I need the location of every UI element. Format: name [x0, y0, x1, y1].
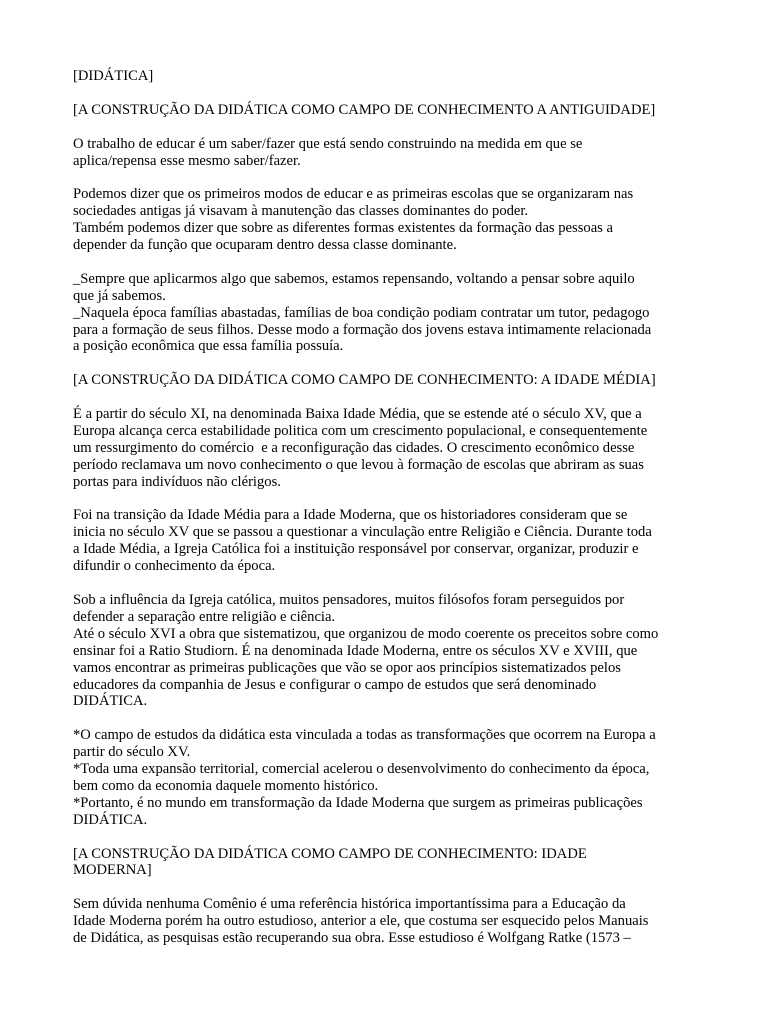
text-line: bem como da economia daquele momento histórico.: [73, 777, 379, 794]
text-line: de Didática, as pesquisas estão recuperando sua obra. Esse estudioso é Wolfgang Ratke (1573 –: [73, 930, 631, 947]
paragraph: [73, 896, 703, 947]
paragraph: [73, 406, 703, 491]
document-page: [73, 68, 703, 964]
paragraph: [73, 102, 703, 119]
text-line: inicia no século XV que se passou a questionar a vinculação entre Religião e Ciência. Durante toda: [73, 524, 652, 541]
text-line: É a partir do século XI, na denominada Baixa Idade Média, que se estende até o século XV, que a: [73, 406, 642, 423]
text-line: sociedades antigas já visavam à manutenção das classes dominantes do poder.: [73, 203, 529, 220]
text-line: O trabalho de educar é um saber/fazer que está sendo construindo na medida em que se: [73, 135, 583, 152]
text-line: _Naquela época famílias abastadas, famílias de boa condição podiam contratar um tutor, pedagogo: [73, 304, 650, 321]
paragraph: [73, 727, 703, 828]
text-line: partir do século XV.: [73, 744, 191, 761]
text-line: defender a separação entre religião e ciência.: [73, 608, 336, 625]
paragraph: [73, 592, 703, 710]
text-line: Sob a influência da Igreja católica, muitos pensadores, muitos filósofos foram perseguidos por: [73, 591, 625, 608]
text-line: educadores da companhia de Jesus e configurar o campo de estudos que será denominado: [73, 676, 597, 693]
text-line: [A CONSTRUÇÃO DA DIDÁTICA COMO CAMPO DE CONHECIMENTO A ANTIGUIDADE]: [73, 101, 656, 118]
text-line: DIDÁTICA.: [73, 693, 148, 710]
text-line: _Sempre que aplicarmos algo que sabemos, estamos repensando, voltando a pensar sobre aquilo: [73, 270, 635, 287]
text-line: [DIDÁTICA]: [73, 68, 154, 84]
text-line: a Idade Média, a Igreja Católica foi a instituição responsável por conservar, organizar, produzir e: [73, 541, 639, 558]
paragraph: [73, 372, 703, 389]
text-line: *Toda uma expansão territorial, comercial acelerou o desenvolvimento do conhecimento da época,: [73, 761, 650, 778]
text-line: MODERNA]: [73, 862, 152, 879]
paragraph: [73, 186, 703, 254]
text-line: DIDÁTICA.: [73, 811, 148, 828]
text-line: Foi na transição da Idade Média para a Idade Moderna, que os historiadores consideram que se: [73, 507, 628, 524]
text-line: ensinar foi a Ratio Studiorn. É na denominada Idade Moderna, entre os séculos XV e XVIII, que: [73, 642, 638, 659]
text-line: difundir o conhecimento da época.: [73, 558, 276, 575]
text-line: a posição econômica que essa família possuía.: [73, 338, 344, 355]
text-line: [A CONSTRUÇÃO DA DIDÁTICA COMO CAMPO DE CONHECIMENTO: A IDADE MÉDIA]: [73, 372, 656, 389]
paragraph: [73, 507, 703, 575]
text-line: Também podemos dizer que sobre as diferentes formas existentes da formação das pessoas a: [73, 220, 613, 237]
text-line: *Portanto, é no mundo em transformação da Idade Moderna que surgem as primeiras publicações: [73, 794, 643, 811]
text-line: Europa alcança cerca estabilidade politica com um crescimento populacional, e consequentemente: [73, 422, 648, 439]
text-line: período reclamava um novo conhecimento o que levou à formação de escolas que abriram as suas: [73, 456, 644, 473]
text-line: para a formação de seus filhos. Desse modo a formação dos jovens estava intimamente relacionada: [73, 321, 652, 338]
text-line: *O campo de estudos da didática esta vinculada a todas as transformações que ocorrem na Europa a: [73, 727, 656, 744]
text-line: Até o século XVI a obra que sistematizou, que organizou de modo coerente os preceitos sobre como: [73, 625, 659, 642]
text-line: um ressurgimento do comércio e a reconfiguração das cidades. O crescimento econômico desse: [73, 439, 635, 456]
paragraph: [73, 271, 703, 356]
text-line: vamos encontrar as primeiras publicações que vão se opor aos princípios sistematizados pelos: [73, 659, 621, 676]
paragraph: [73, 846, 703, 880]
text-line: portas para indivíduos não clérigos.: [73, 473, 281, 490]
text-line: Sem dúvida nenhuma Comênio é uma referência histórica importantíssima para a Educação da: [73, 896, 626, 913]
text-line: aplica/repensa esse mesmo saber/fazer.: [73, 152, 301, 169]
text-line: Podemos dizer que os primeiros modos de educar e as primeiras escolas que se organizaram nas: [73, 186, 634, 203]
text-line: que já sabemos.: [73, 287, 166, 304]
paragraph: [73, 68, 703, 85]
paragraph: [73, 136, 703, 170]
text-line: [A CONSTRUÇÃO DA DIDÁTICA COMO CAMPO DE CONHECIMENTO: IDADE: [73, 845, 587, 862]
text-line: depender da função que ocuparam dentro dessa classe dominante.: [73, 237, 457, 254]
text-line: Idade Moderna porém ha outro estudioso, anterior a ele, que costuma ser esquecido pelos Manuais: [73, 913, 649, 930]
